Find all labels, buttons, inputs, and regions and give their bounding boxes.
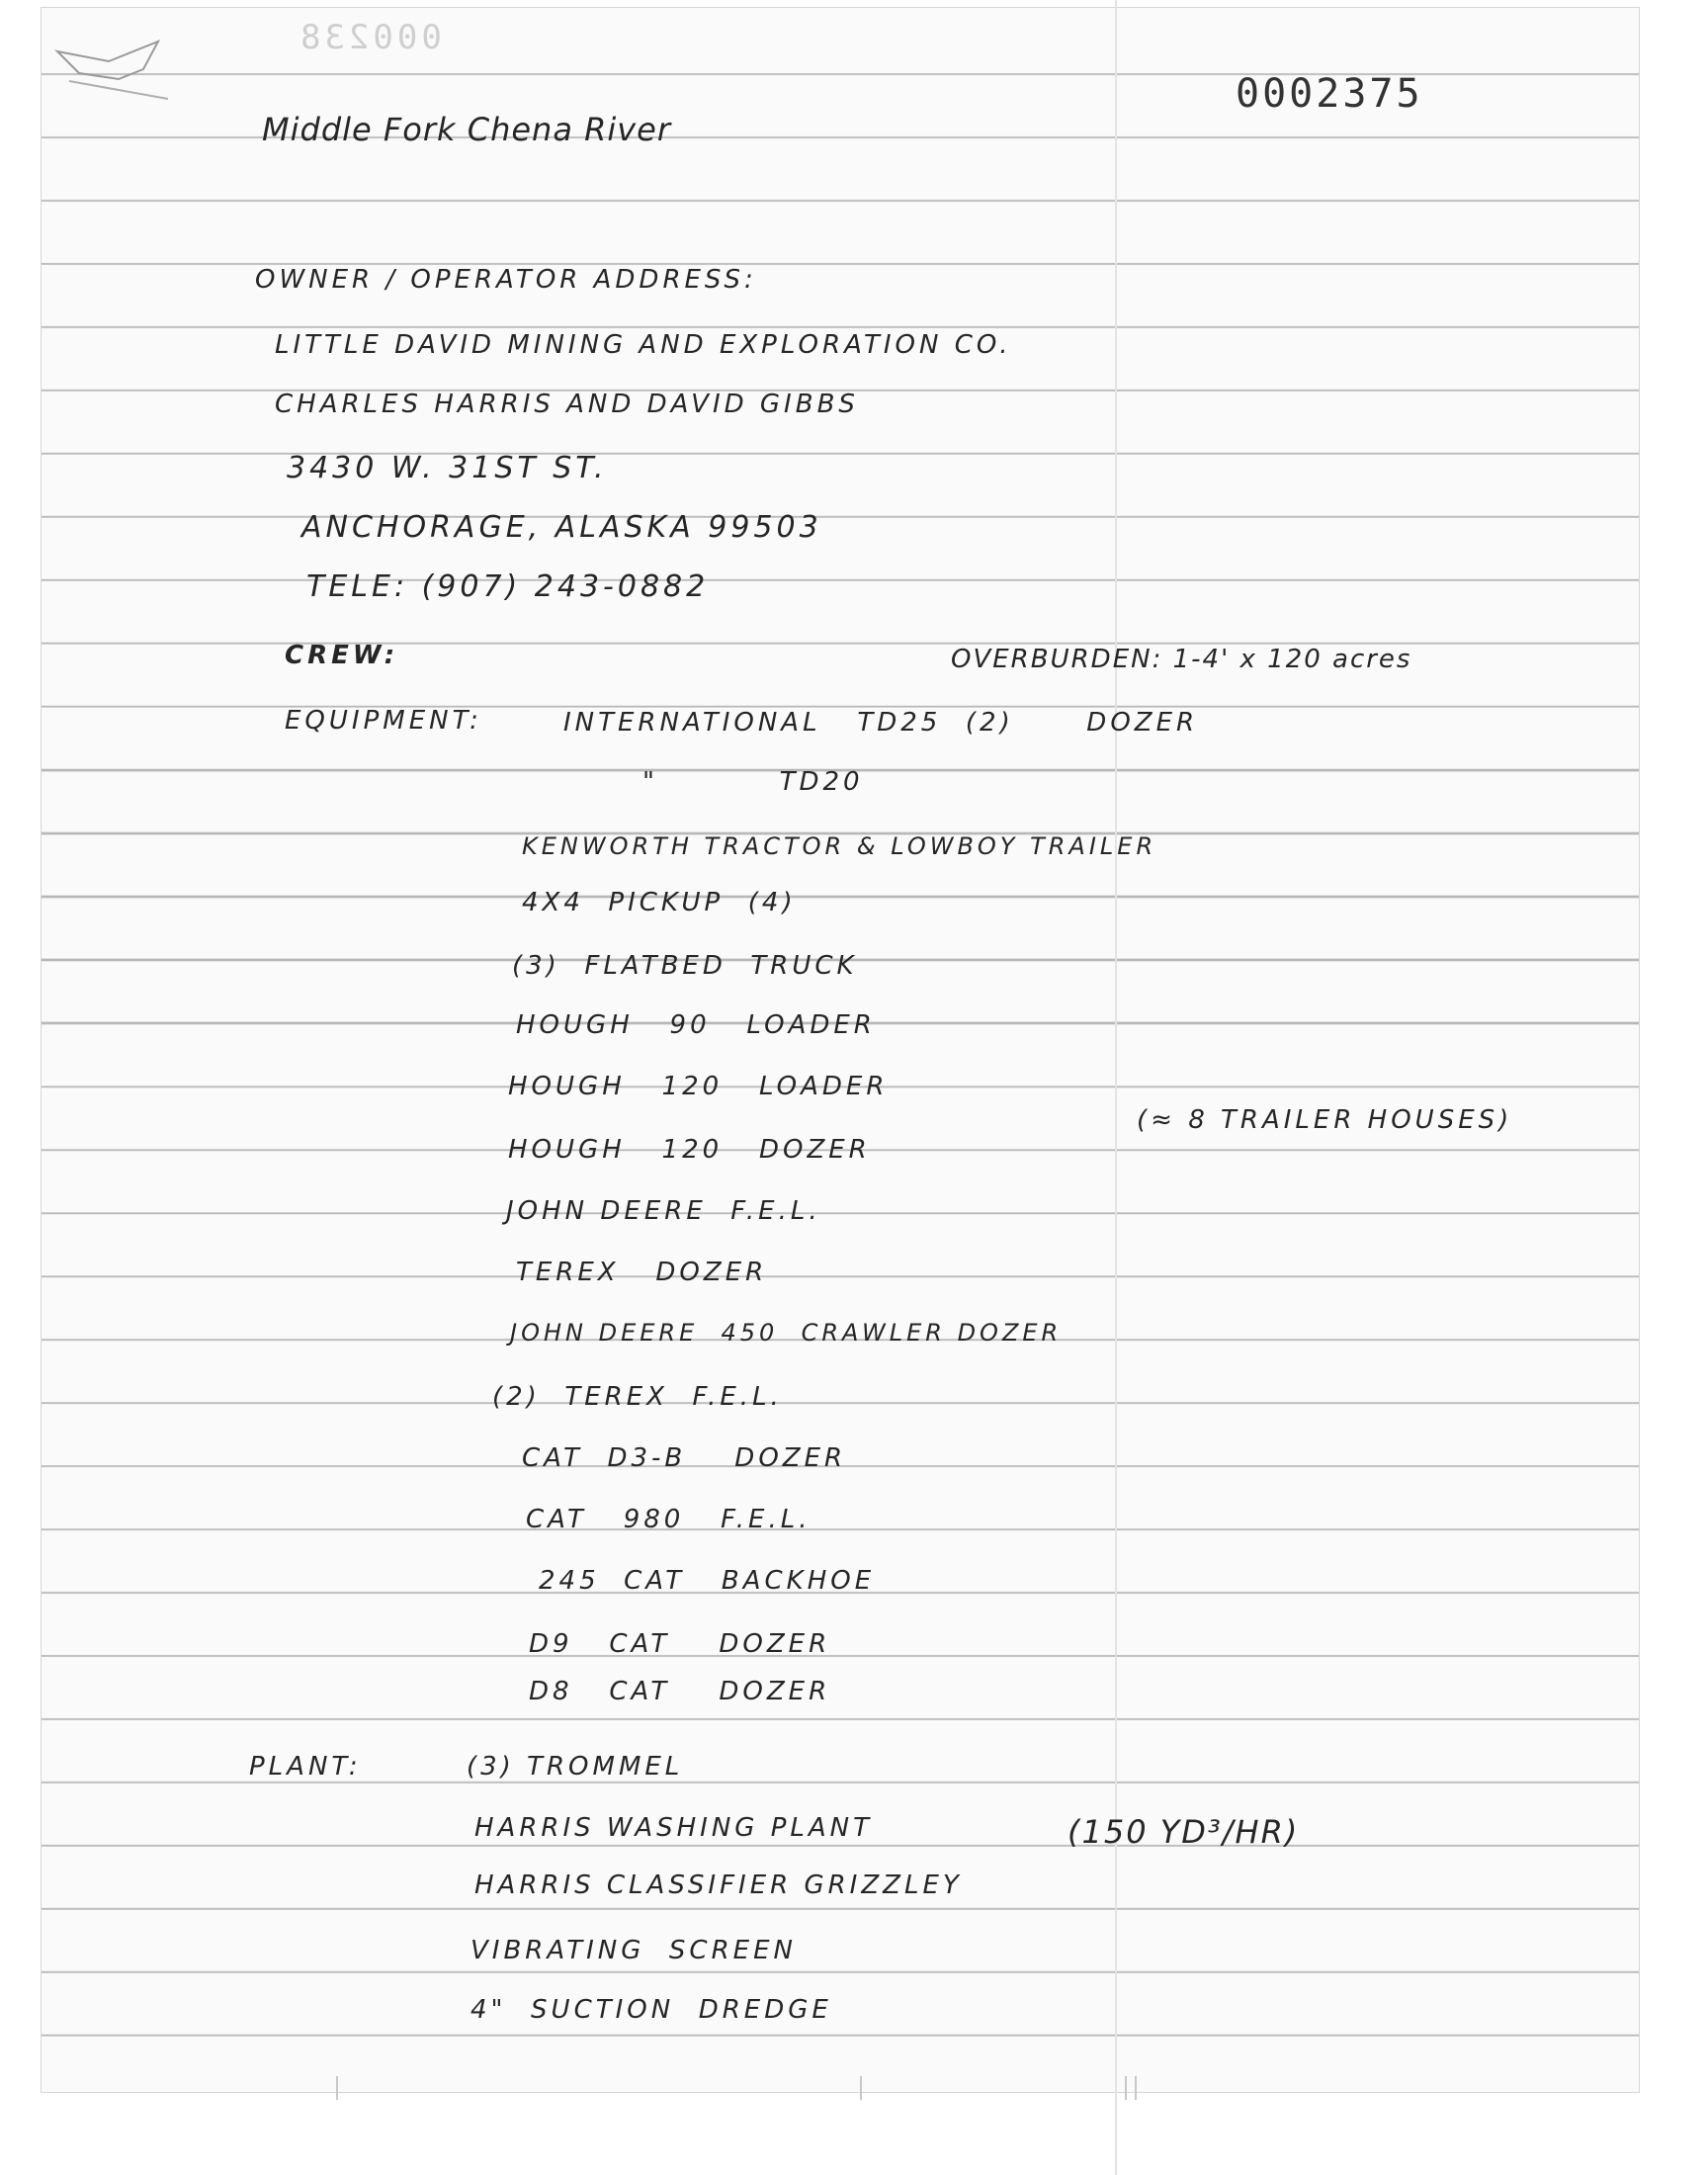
equipment-item: JOHN DEERE F.E.L. (506, 1196, 821, 1226)
equipment-item: KENWORTH TRACTOR & LOWBOY TRAILER (522, 832, 1157, 860)
equipment-label: EQUIPMENT: (285, 706, 482, 736)
equipment-item: HOUGH 120 LOADER (508, 1072, 889, 1101)
plant-item: VIBRATING SCREEN (470, 1936, 797, 1965)
equipment-item: D8 CAT DOZER (529, 1677, 831, 1706)
binding-mark (1125, 2076, 1127, 2100)
equipment-item: 4X4 PICKUP (4) (522, 888, 797, 917)
equipment-item: HOUGH 120 DOZER (508, 1135, 871, 1165)
throughput-note: (150 YD³/HR) (1068, 1813, 1300, 1851)
equipment-item: D9 CAT DOZER (529, 1629, 831, 1659)
city-address: ANCHORAGE, ALASKA 99503 (301, 510, 822, 545)
plant-item: HARRIS WASHING PLANT (474, 1813, 873, 1843)
trailer-houses-note: (≈ 8 TRAILER HOUSES) (1137, 1105, 1513, 1135)
background-stamp-number: 000238 (297, 18, 442, 57)
document-title: Middle Fork Chena River (262, 111, 671, 148)
equipment-item: (2) TEREX F.E.L. (492, 1382, 783, 1412)
equipment-item: CAT 980 F.E.L. (526, 1505, 811, 1534)
equipment-item: TEREX DOZER (516, 1258, 768, 1287)
plant-item: (3) TROMMEL (467, 1752, 684, 1782)
document-number: 0002375 (1236, 71, 1423, 117)
equipment-item: HOUGH 90 LOADER (516, 1010, 876, 1040)
plant-item: HARRIS CLASSIFIER GRIZZLEY (474, 1870, 963, 1900)
equipment-item: CAT D3-B DOZER (522, 1443, 847, 1473)
equipment-item: INTERNATIONAL TD25 (2) DOZER (563, 708, 1199, 738)
phone-number: TELE: (907) 243-0882 (306, 569, 710, 604)
plant-item: 4" SUCTION DREDGE (470, 1995, 832, 2025)
binding-mark (1135, 2076, 1137, 2100)
owner-heading: OWNER / OPERATOR ADDRESS: (255, 265, 757, 295)
crew-label: CREW: (285, 641, 399, 670)
street-address: 3430 W. 31ST ST. (287, 451, 608, 485)
owner-names: CHARLES HARRIS AND DAVID GIBBS (275, 390, 859, 419)
binding-mark (336, 2076, 338, 2100)
equipment-item: (3) FLATBED TRUCK (512, 951, 858, 981)
equipment-item: 245 CAT BACKHOE (539, 1566, 876, 1596)
company-name: LITTLE DAVID MINING AND EXPLORATION CO. (275, 330, 1012, 360)
plant-label: PLANT: (249, 1752, 362, 1782)
corner-scribble-mark (49, 22, 178, 106)
binding-mark (860, 2076, 862, 2100)
overburden-note: OVERBURDEN: 1-4' x 120 acres (951, 645, 1412, 674)
equipment-item: " TD20 (642, 767, 864, 797)
equipment-item: JOHN DEERE 450 CRAWLER DOZER (510, 1319, 1063, 1347)
